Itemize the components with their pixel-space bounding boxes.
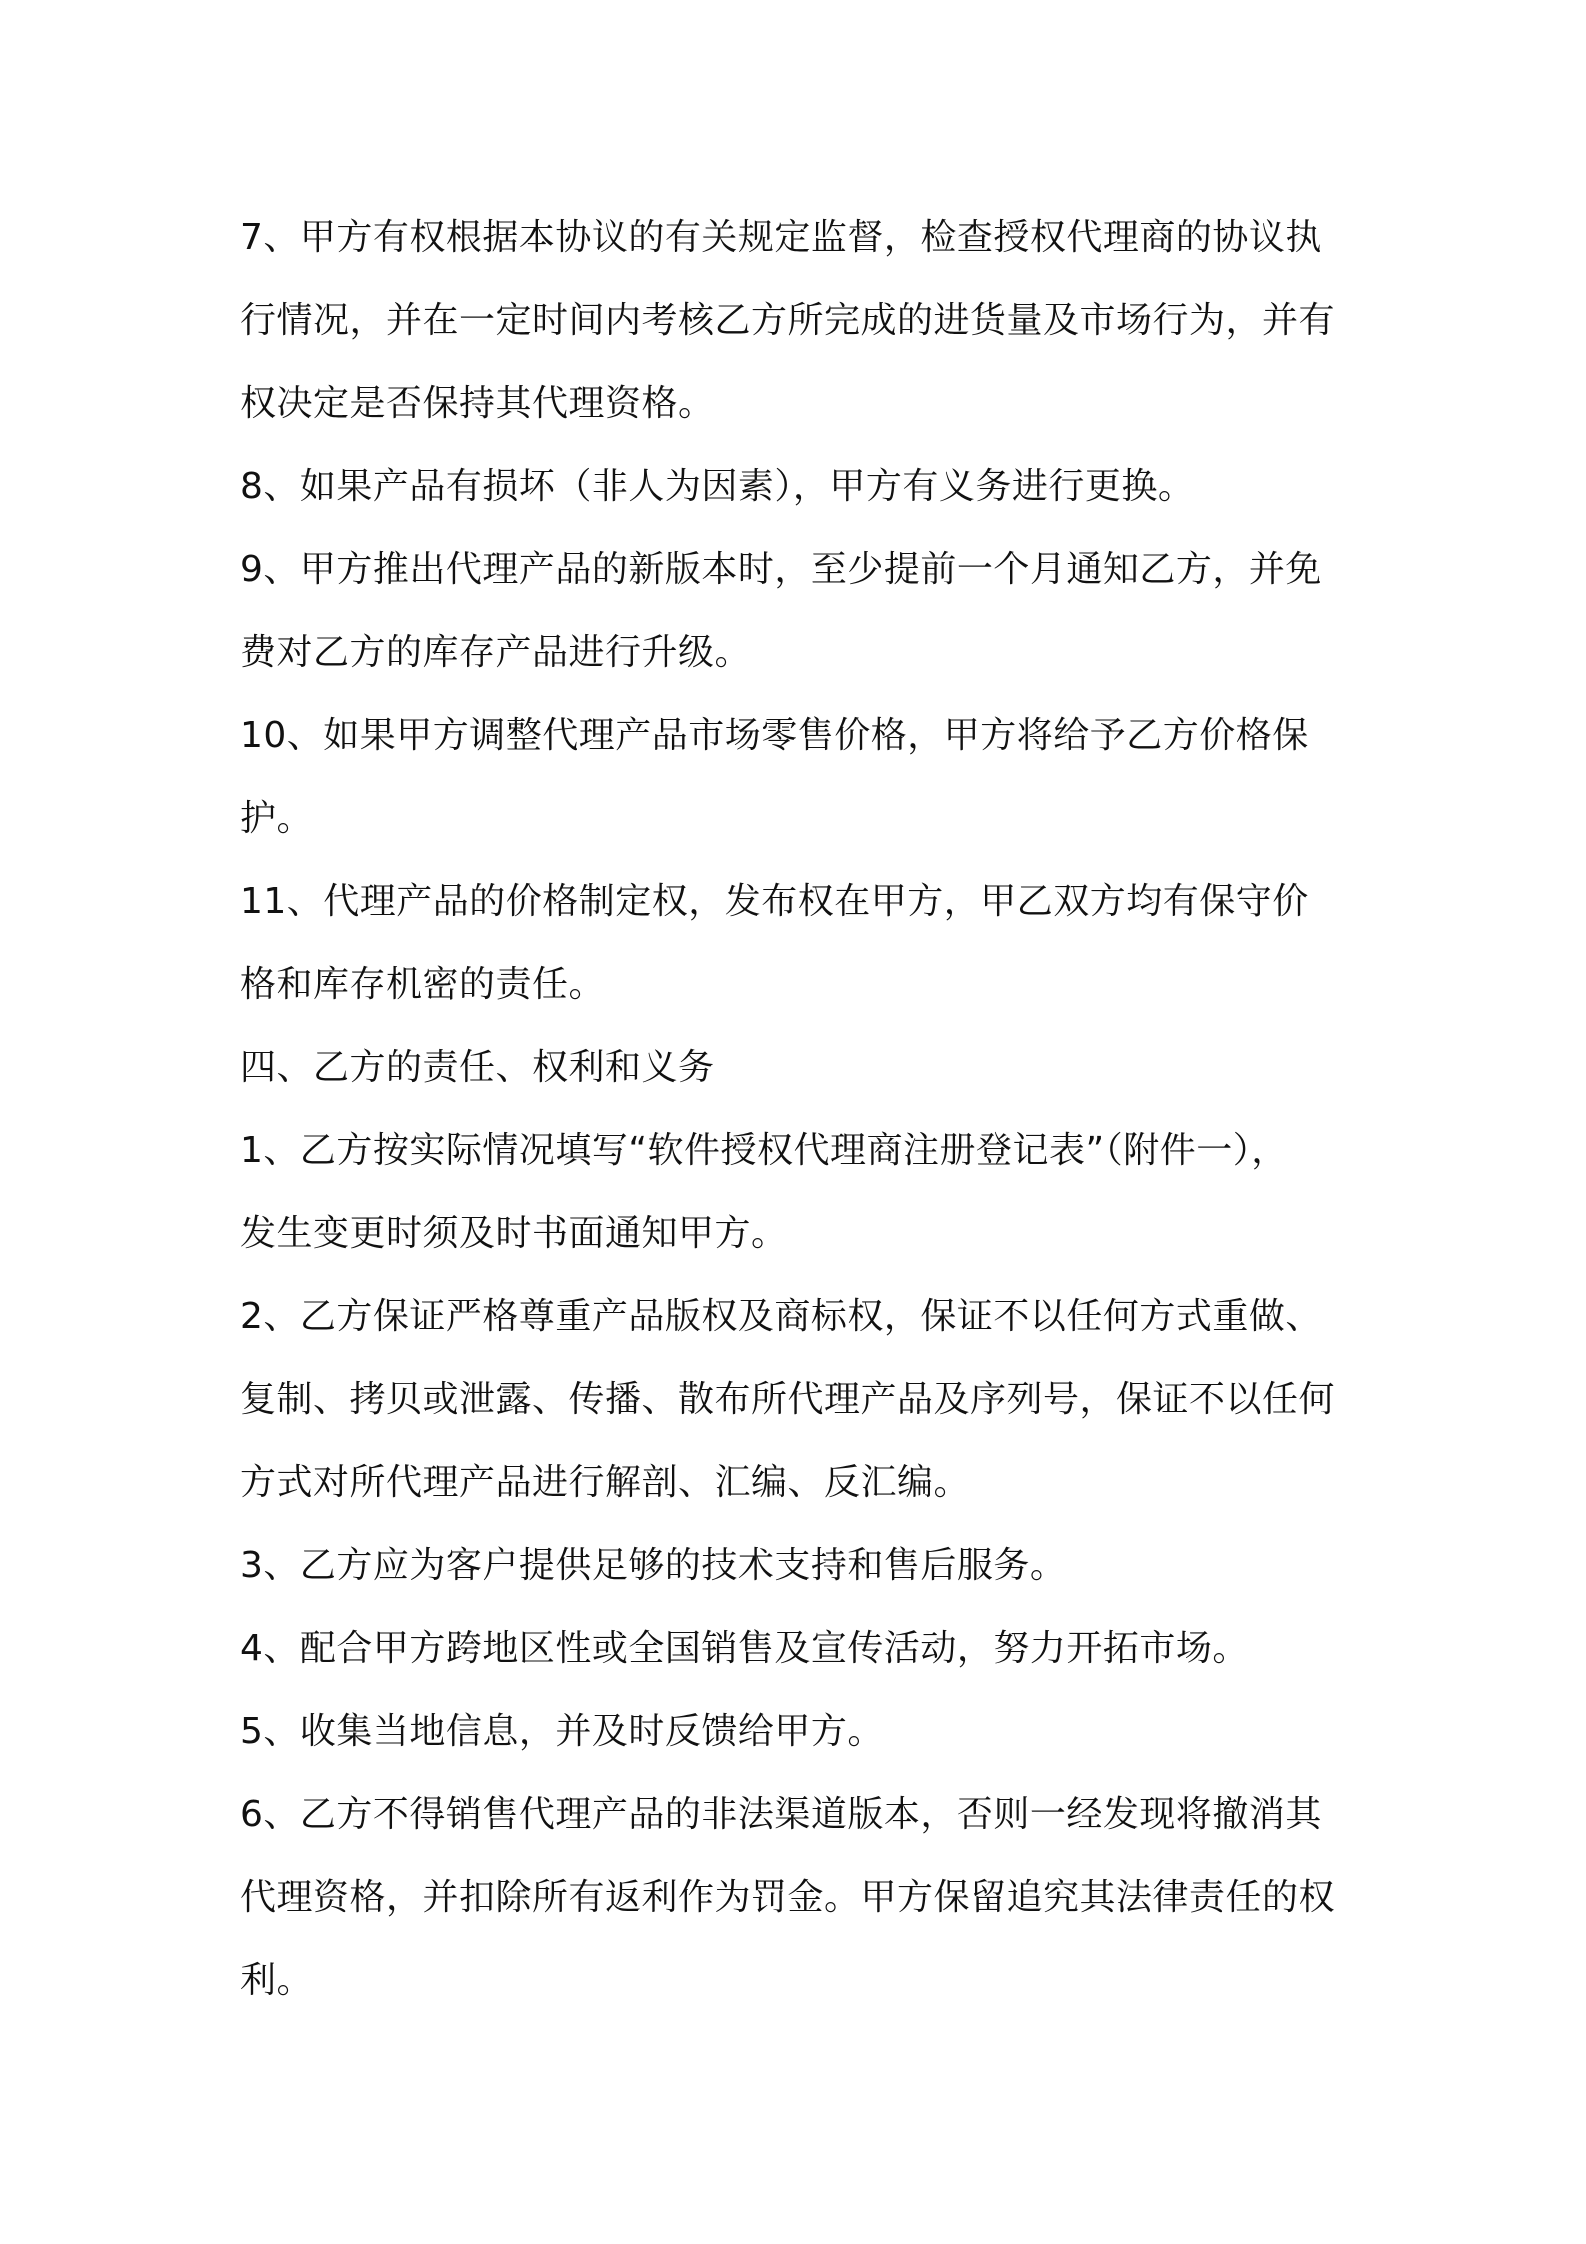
text-line: 护。 (240, 798, 314, 839)
section4-clause-3 (240, 1524, 1360, 1607)
clause-8 (240, 445, 1360, 528)
text-line: 6、乙方不得销售代理产品的非法渠道版本，否则一经发现将撤消其 (240, 1794, 1322, 1835)
section4-clause-1 (240, 1109, 1360, 1275)
clause-7 (240, 196, 1360, 445)
text-line: 11、代理产品的价格制定权，发布权在甲方，甲乙双方均有保守价 (240, 881, 1309, 922)
section4-clause-2 (240, 1275, 1360, 1524)
section4-clause-6 (240, 1773, 1360, 2022)
text-line: 4、配合甲方跨地区性或全国销售及宣传活动，努力开拓市场。 (240, 1628, 1249, 1669)
clause-10 (240, 694, 1360, 860)
text-line: 方式对所代理产品进行解剖、汇编、反汇编。 (240, 1462, 971, 1503)
text-line: 发生变更时须及时书面通知甲方。 (240, 1213, 788, 1254)
text-line: 费对乙方的库存产品进行升级。 (240, 632, 752, 673)
clause-11 (240, 860, 1360, 1026)
text-line: 10、如果甲方调整代理产品市场零售价格，甲方将给予乙方价格保 (240, 715, 1309, 756)
section4-clause-4 (240, 1607, 1360, 1690)
text-line: 格和库存机密的责任。 (240, 964, 606, 1005)
text-line: 行情况，并在一定时间内考核乙方所完成的进货量及市场行为，并有 (240, 300, 1336, 341)
text-line: 权决定是否保持其代理资格。 (240, 383, 715, 424)
section-title: 四、乙方的责任、权利和义务 (240, 1047, 715, 1088)
clause-9 (240, 528, 1360, 694)
text-line: 3、乙方应为客户提供足够的技术支持和售后服务。 (240, 1545, 1067, 1586)
section-heading (240, 1026, 1360, 1109)
text-line: 1、乙方按实际情况填写“软件授权代理商注册登记表”（附件一）， (240, 1130, 1288, 1171)
section4-clause-5 (240, 1690, 1360, 1773)
document-body (240, 196, 1360, 2022)
text-line: 代理资格，并扣除所有返利作为罚金。甲方保留追究其法律责任的权 (240, 1877, 1336, 1918)
text-line: 利。 (240, 1960, 314, 2001)
text-line: 8、如果产品有损坏（非人为因素），甲方有义务进行更换。 (240, 466, 1195, 507)
text-line: 2、乙方保证严格尊重产品版权及商标权，保证不以任何方式重做、 (240, 1296, 1322, 1337)
text-line: 复制、拷贝或泄露、传播、散布所代理产品及序列号，保证不以任何 (240, 1379, 1336, 1420)
text-line: 7、甲方有权根据本协议的有关规定监督，检查授权代理商的协议执 (240, 217, 1322, 258)
text-line: 5、收集当地信息，并及时反馈给甲方。 (240, 1711, 884, 1752)
text-line: 9、甲方推出代理产品的新版本时，至少提前一个月通知乙方，并免 (240, 549, 1322, 590)
